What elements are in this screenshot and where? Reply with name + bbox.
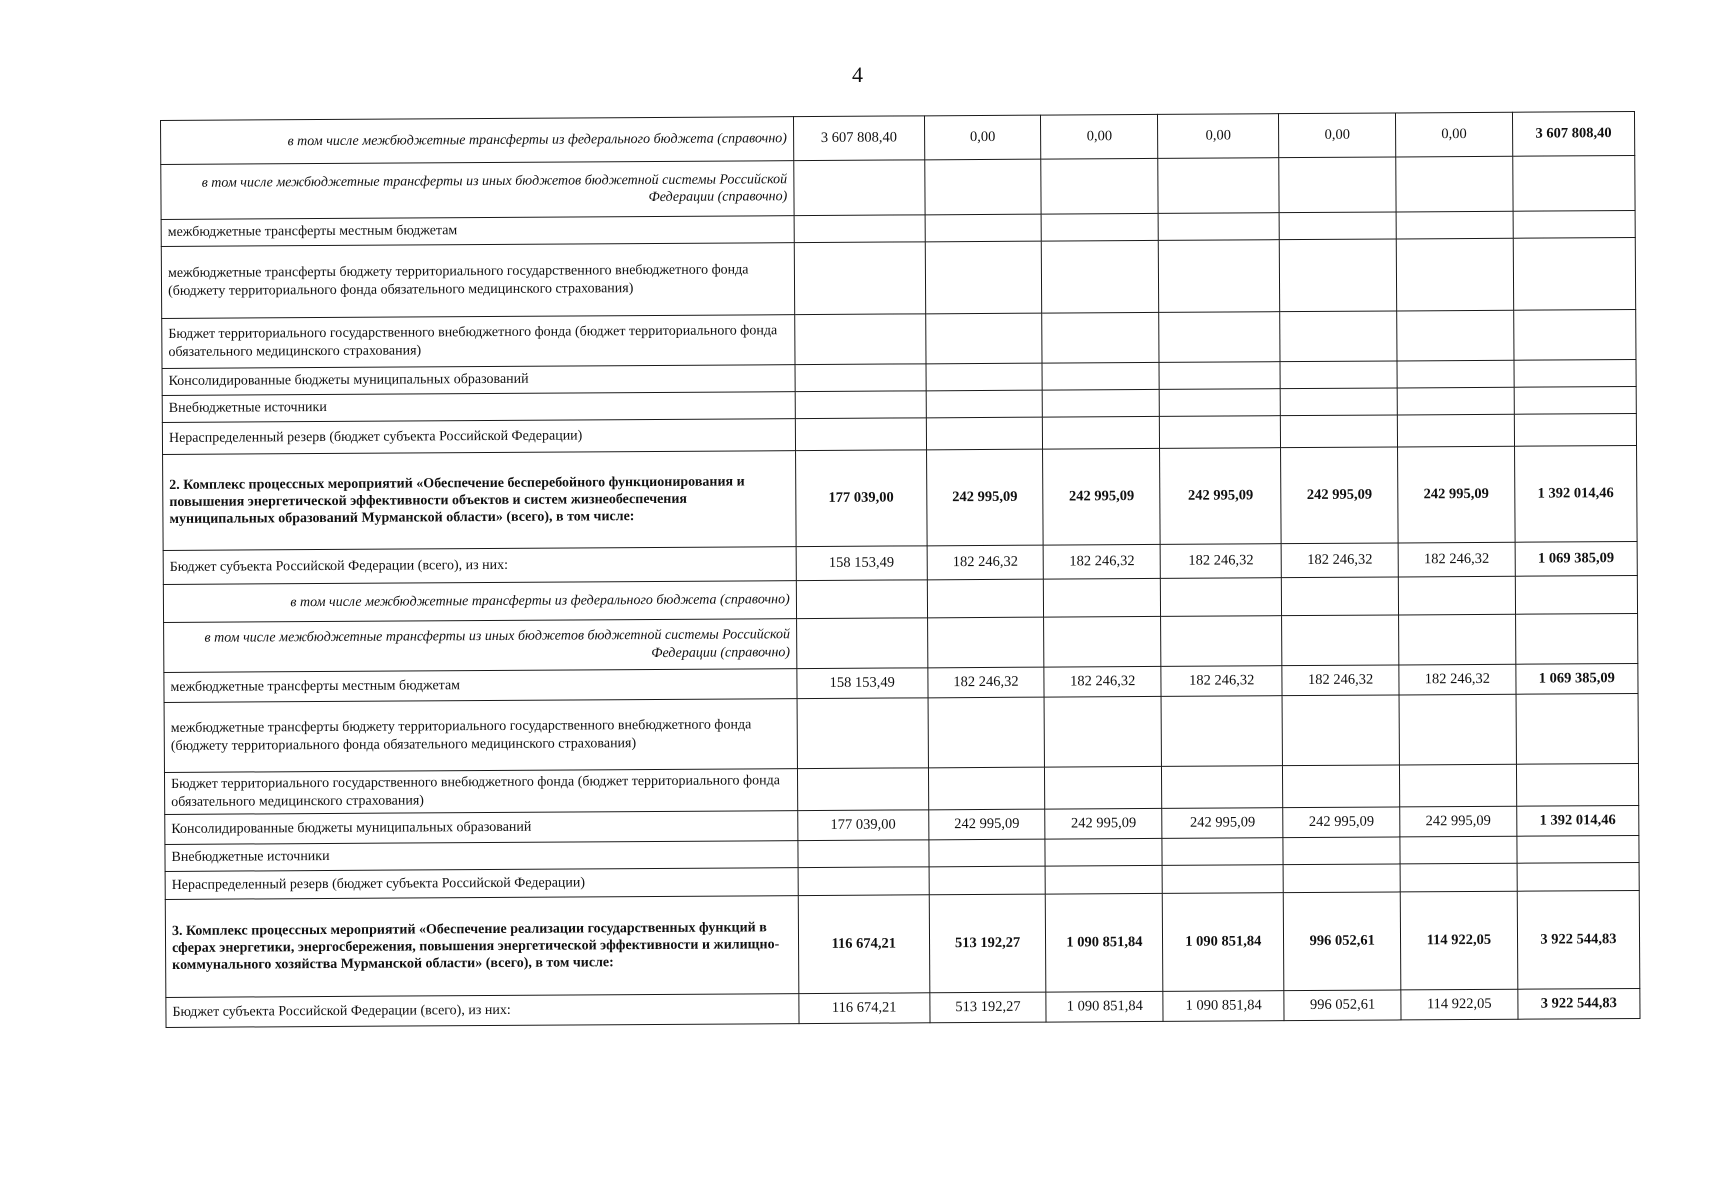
row-value-cell (1042, 362, 1159, 390)
row-label: Консолидированные бюджеты муниципальных образований (162, 365, 795, 396)
row-value-cell: 242 995,09 (928, 809, 1045, 840)
row-value-cell: 3 607 808,40 (793, 116, 924, 161)
row-value-cell: 114 922,05 (1401, 989, 1518, 1020)
row-label: в том числе межбюджетные трансферты из федерального бюджета (справочно) (161, 117, 794, 165)
table-row (164, 693, 1638, 772)
row-value-cell: 182 246,32 (1398, 542, 1515, 577)
row-label: Бюджет субъекта Российской Федерации (всего), из них: (163, 547, 796, 585)
row-value-cell (1280, 388, 1397, 416)
row-value-cell: 182 246,32 (1161, 666, 1282, 697)
row-value-cell (1283, 837, 1400, 865)
row-label: в том числе межбюджетные трансферты из федерального бюджета (справочно) (163, 581, 796, 623)
row-value-cell (1398, 576, 1515, 615)
row-total-cell (1513, 309, 1636, 360)
row-total-cell: 1 069 385,09 (1516, 663, 1638, 694)
row-value-cell (1280, 361, 1397, 389)
row-value-cell (1158, 158, 1279, 214)
row-value-cell: 114 922,05 (1400, 891, 1517, 990)
row-label: Нераспределенный резерв (бюджет субъекта Российской Федерации) (165, 868, 798, 900)
row-value-cell (794, 215, 925, 243)
row-value-cell (928, 767, 1045, 810)
row-value-cell (929, 866, 1046, 895)
row-value-cell (1045, 838, 1162, 866)
row-value-cell (926, 390, 1043, 418)
row-value-cell: 182 246,32 (1044, 544, 1161, 579)
row-value-cell: 0,00 (1279, 113, 1396, 158)
row-value-cell (1044, 696, 1161, 767)
row-value-cell: 158 153,49 (797, 668, 928, 699)
row-value-cell (1397, 360, 1514, 388)
row-value-cell (1158, 213, 1279, 241)
row-value-cell (1283, 864, 1400, 893)
row-value-cell: 182 246,32 (1044, 666, 1161, 697)
row-value-cell (797, 698, 928, 769)
row-label: Бюджет территориального государственного внебюджетного фонда (бюджет территориального фонда обязательного медицинского страхования) (164, 769, 797, 815)
row-value-cell (794, 314, 925, 365)
row-total-cell: 3 922 544,83 (1517, 890, 1640, 989)
row-value-cell (925, 241, 1042, 314)
row-value-cell (1282, 577, 1399, 616)
row-value-cell: 996 052,61 (1284, 892, 1401, 991)
row-value-cell (1279, 157, 1396, 213)
row-value-cell: 513 192,27 (930, 992, 1047, 1023)
row-value-cell (1399, 764, 1516, 807)
row-label: Консолидированные бюджеты муниципальных образований (165, 811, 798, 845)
row-value-cell (1281, 415, 1398, 448)
row-value-cell (927, 579, 1044, 618)
row-label: Внебюджетные источники (162, 392, 795, 423)
row-value-cell (1043, 416, 1160, 449)
row-value-cell (1043, 389, 1160, 417)
row-total-cell (1515, 575, 1637, 614)
row-value-cell (1044, 616, 1161, 667)
row-value-cell: 177 039,00 (798, 810, 929, 841)
row-total-cell (1513, 210, 1635, 238)
row-label: Внебюджетные источники (165, 841, 798, 872)
row-value-cell (795, 364, 926, 392)
row-value-cell (924, 159, 1041, 215)
row-value-cell (926, 417, 1043, 450)
row-value-cell (1042, 312, 1159, 363)
row-label: 2. Комплекс процессных мероприятий «Обеспечение бесперебойного функционирования и повышения энергетической эффективности объектов и систем жизнеобеспечения муниципальных образований Мурманской области» (всего), в том числе: (163, 451, 796, 551)
row-value-cell: 182 246,32 (1281, 543, 1398, 578)
row-total-cell: 1 392 014,46 (1516, 805, 1638, 836)
row-label: 3. Комплекс процессных мероприятий «Обеспечение реализации государственных функций в сферах энергетики, энергосбережения, повышения энергетической эффективности и жилищно-коммунального хозяйства Мурманской области» (всего), в том числе: (165, 896, 798, 998)
row-value-cell (1162, 766, 1283, 809)
row-value-cell (1162, 838, 1283, 866)
row-value-cell (1159, 389, 1280, 417)
row-total-cell: 3 607 808,40 (1512, 111, 1635, 156)
row-total-cell: 3 922 544,83 (1518, 988, 1640, 1019)
page-number: 4 (852, 62, 863, 87)
table-row (161, 237, 1635, 318)
row-value-cell: 1 090 851,84 (1046, 991, 1163, 1022)
row-total-cell (1514, 359, 1636, 387)
row-value-cell (1161, 578, 1282, 617)
row-value-cell: 182 246,32 (1160, 544, 1281, 579)
row-value-cell (1279, 212, 1396, 240)
row-value-cell: 1 090 851,84 (1046, 893, 1163, 992)
row-value-cell: 242 995,09 (926, 449, 1043, 546)
row-value-cell (1396, 211, 1513, 239)
row-value-cell: 177 039,00 (795, 450, 927, 547)
row-value-cell: 242 995,09 (1162, 808, 1283, 839)
row-value-cell: 0,00 (1395, 112, 1512, 157)
row-value-cell (1041, 158, 1158, 214)
row-value-cell (1159, 312, 1280, 363)
row-value-cell: 0,00 (1158, 114, 1279, 159)
row-value-cell (797, 768, 928, 811)
row-value-cell: 1 090 851,84 (1163, 991, 1284, 1022)
row-total-cell: 1 069 385,09 (1515, 541, 1637, 576)
row-value-cell: 242 995,09 (1400, 806, 1517, 837)
row-value-cell (1042, 213, 1159, 241)
row-value-cell (1162, 865, 1283, 894)
row-total-cell (1517, 862, 1639, 891)
row-value-cell (798, 867, 929, 896)
row-value-cell (796, 618, 927, 669)
row-label: межбюджетные трансферты местным бюджетам (161, 216, 794, 247)
budget-table (160, 111, 1641, 1028)
row-value-cell (798, 840, 929, 868)
row-total-cell (1513, 237, 1636, 310)
row-value-cell: 182 246,32 (1282, 665, 1399, 696)
row-total-cell (1512, 155, 1635, 211)
row-value-cell (1399, 614, 1516, 665)
row-value-cell (1280, 239, 1397, 312)
row-value-cell: 242 995,09 (1398, 446, 1515, 543)
row-label: в том числе межбюджетные трансферты из иных бюджетов бюджетной системы Российской Федерации (справочно) (164, 619, 797, 673)
row-value-cell (1161, 616, 1282, 667)
row-value-cell (1399, 694, 1516, 765)
row-value-cell: 0,00 (924, 115, 1041, 160)
row-value-cell (795, 418, 926, 451)
table-body (161, 111, 1641, 1027)
row-label: межбюджетные трансферты бюджету территориального государственного внебюджетного фонда (бюджету территориального фонда обязательного медицинского страхования) (164, 699, 797, 773)
row-value-cell (795, 391, 926, 419)
row-value-cell: 158 153,49 (796, 546, 927, 581)
row-value-cell: 116 674,21 (799, 993, 930, 1024)
table-row (163, 445, 1638, 550)
row-value-cell: 242 995,09 (1283, 807, 1400, 838)
row-value-cell (1042, 240, 1159, 313)
row-value-cell (1400, 863, 1517, 892)
row-label: межбюджетные трансферты бюджету территориального государственного внебюджетного фонда (бюджету территориального фонда обязательного медицинского страхования) (161, 243, 794, 319)
row-value-cell (1044, 578, 1161, 617)
row-total-cell (1516, 763, 1639, 806)
table-row (162, 309, 1636, 368)
row-value-cell (794, 242, 925, 315)
row-value-cell (926, 363, 1043, 391)
row-total-cell (1516, 693, 1639, 764)
row-value-cell (794, 160, 925, 216)
row-value-cell (1280, 311, 1397, 362)
row-value-cell: 182 246,32 (1399, 664, 1516, 695)
row-value-cell (1396, 238, 1513, 311)
row-value-cell (927, 617, 1044, 668)
row-value-cell: 116 674,21 (798, 895, 930, 994)
row-label: Бюджет субъекта Российской Федерации (всего), из них: (166, 994, 799, 1028)
row-value-cell (1160, 416, 1281, 449)
row-value-cell: 182 246,32 (927, 545, 1044, 580)
row-value-cell: 242 995,09 (1281, 447, 1398, 544)
row-value-cell: 242 995,09 (1160, 448, 1282, 545)
row-value-cell: 996 052,61 (1284, 990, 1401, 1021)
row-value-cell (1282, 615, 1399, 666)
row-label: межбюджетные трансферты местным бюджетам (164, 669, 797, 703)
row-value-cell (928, 697, 1045, 768)
row-value-cell: 242 995,09 (1043, 448, 1160, 545)
row-total-cell: 1 392 014,46 (1514, 445, 1637, 542)
row-value-cell (1397, 387, 1514, 415)
row-value-cell: 182 246,32 (928, 667, 1045, 698)
row-value-cell (1159, 362, 1280, 390)
table-row (161, 155, 1635, 219)
row-value-cell (1045, 766, 1162, 809)
row-value-cell: 242 995,09 (1045, 808, 1162, 839)
row-value-cell (796, 580, 927, 619)
row-value-cell (1046, 865, 1163, 894)
row-value-cell (929, 839, 1046, 867)
row-value-cell: 1 090 851,84 (1162, 893, 1284, 992)
row-total-cell (1514, 413, 1636, 446)
row-value-cell (1400, 836, 1517, 864)
table-row (165, 890, 1640, 997)
row-total-cell (1515, 613, 1638, 664)
row-value-cell (1158, 240, 1280, 313)
row-value-cell (1282, 695, 1399, 766)
row-label: Нераспределенный резерв (бюджет субъекта Российской Федерации) (162, 419, 795, 455)
row-value-cell (1397, 414, 1514, 447)
row-value-cell (1397, 310, 1514, 361)
table-row (164, 613, 1638, 672)
row-value-cell: 0,00 (1041, 114, 1158, 159)
row-label: Бюджет территориального государственного внебюджетного фонда (бюджет территориального фонда обязательного медицинского страхования) (162, 315, 795, 369)
row-total-cell (1517, 835, 1639, 863)
row-value-cell (1283, 765, 1400, 808)
row-label: в том числе межбюджетные трансферты из иных бюджетов бюджетной системы Российской Федерации (справочно) (161, 161, 794, 220)
row-value-cell (925, 313, 1042, 364)
row-total-cell (1514, 386, 1636, 414)
row-value-cell (1396, 156, 1513, 212)
row-value-cell: 513 192,27 (929, 894, 1046, 993)
row-value-cell (925, 214, 1042, 242)
row-value-cell (1161, 696, 1283, 767)
